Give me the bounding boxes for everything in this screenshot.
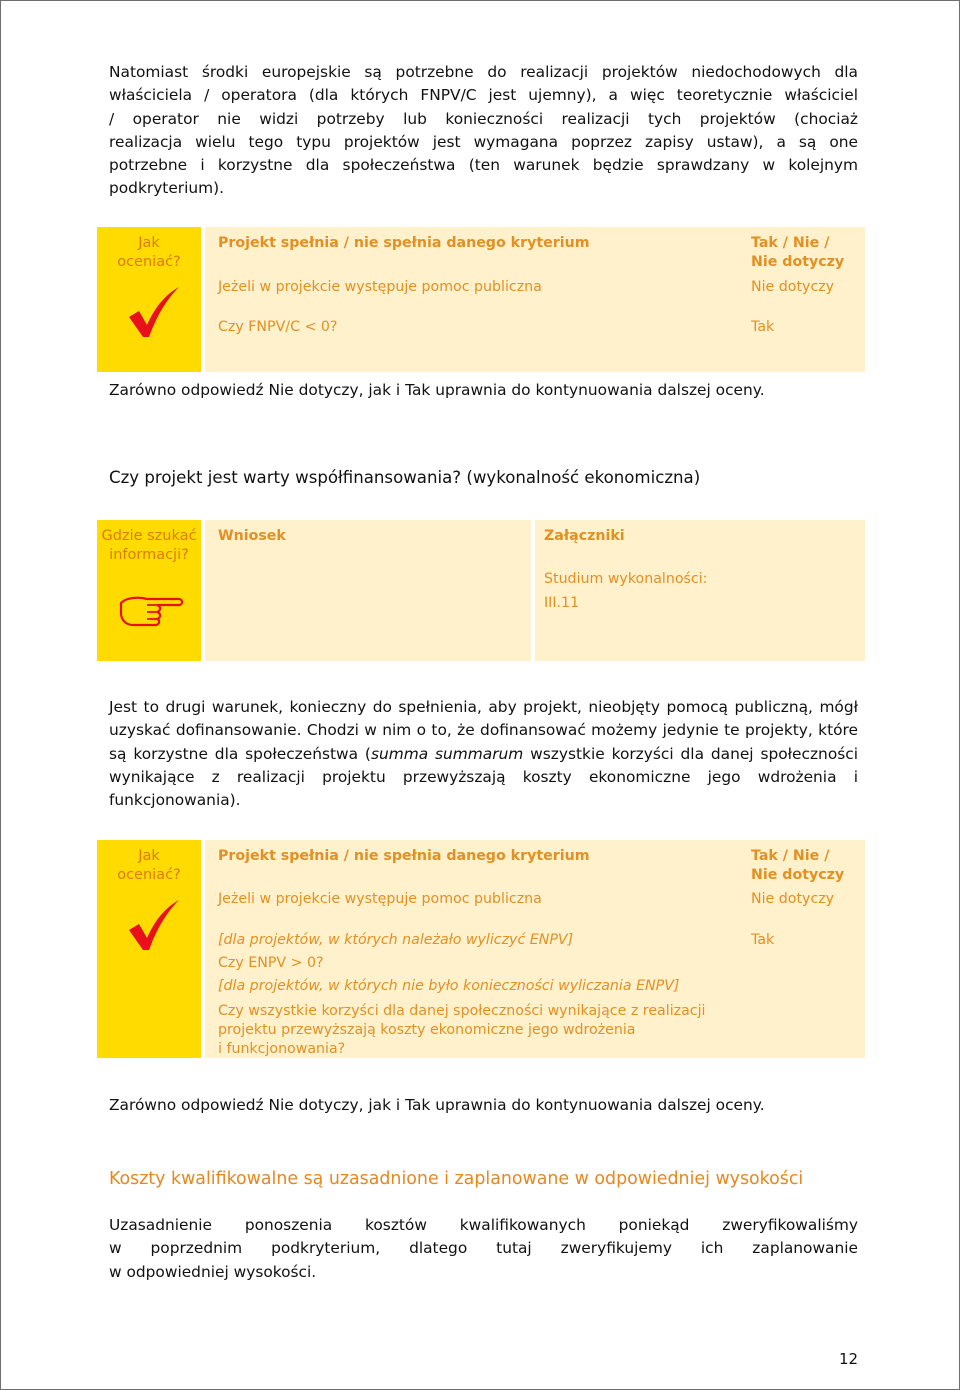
checkmark-icon <box>125 285 181 341</box>
intro-line: właściciela / operatora (dla których FNPV/C jest ujemny), a więc teoretycznie właściciel <box>109 86 858 105</box>
section-heading-costs: Koszty kwalifikowalne są uzasadnione i zaplanowane w odpowiedniej wysokości <box>109 1169 804 1189</box>
note-text: Zarówno odpowiedź <box>109 381 269 399</box>
note-option: Nie dotyczy <box>268 1096 359 1114</box>
note-option: Nie dotyczy <box>268 381 359 399</box>
note-option: Tak <box>405 381 431 399</box>
intro-line: potrzebne i korzystne dla społeczeństwa (ten warunek będzie sprawdzany w kolejnym <box>109 156 858 175</box>
note-text: uprawnia do kontynuowania dalszej oceny. <box>430 381 765 399</box>
note-option: Tak <box>405 1096 431 1114</box>
paragraph-text: Jest to drugi warunek, konieczny do spełnienia, aby projekt, nieobjęty pomocą publiczną, mógł uzyskać dofinansowanie. Chodzi w nim o to, że dofinansować możemy jedynie te projekty, które są korzystne dla społeczeństwa ( <box>109 698 858 763</box>
section-heading-economic: Czy projekt jest warty współfinansowania? (wykonalność ekonomiczna) <box>109 468 701 487</box>
answer-enpv: Tak <box>751 932 775 948</box>
assessment-box-1 <box>97 227 865 372</box>
box-side-panel <box>97 840 201 1058</box>
feasibility-study-label: Studium wykonalności: <box>544 571 708 587</box>
how-to-assess-label: Jak oceniać? <box>117 235 181 270</box>
note-text: uprawnia do kontynuowania dalszej oceny. <box>430 1096 765 1114</box>
continuation-note-2 <box>109 1094 858 1117</box>
question-enpv: Czy ENPV > 0? <box>218 955 324 971</box>
paragraph-italic: summa summarum <box>370 744 524 763</box>
intro-line: Natomiast środki europejskie są potrzebne do realizacji projektów niedochodowych dla <box>109 63 858 81</box>
where-to-find-label-2: informacji? <box>109 547 189 563</box>
question-benefits-line: Czy wszystkie korzyści dla danej społeczności wynikające z realizacji <box>218 1003 706 1019</box>
answer-header-line1: Tak / Nie / <box>751 235 830 251</box>
box-content <box>205 840 865 1058</box>
enpv-required-note: [dla projektów, w których należało wyliczyć ENPV] <box>218 932 574 948</box>
enpv-not-required-note: [dla projektów, w których nie było konieczności wyliczania ENPV] <box>218 978 680 994</box>
page-number: 12 <box>839 1350 859 1368</box>
box-side-panel <box>97 520 201 661</box>
costs-line: w odpowiedniej wysokości. <box>109 1262 317 1281</box>
question-public-aid: Jeżeli w projekcie występuje pomoc publiczna <box>218 279 542 295</box>
answer-header-line2: Nie dotyczy <box>751 254 845 270</box>
question-benefits <box>218 1002 705 1059</box>
criterion-header: Projekt spełnia / nie spełnia danego kryterium <box>218 235 590 251</box>
answer-public-aid: Nie dotyczy <box>751 891 835 907</box>
note-text: Zarówno odpowiedź <box>109 1096 269 1114</box>
answer-fnpv: Tak <box>751 319 775 335</box>
box-side-panel <box>97 227 201 372</box>
economic-explanation-paragraph <box>109 696 858 812</box>
answer-header-line2: Nie dotyczy <box>751 867 845 883</box>
attachments-title: Załączniki <box>544 528 625 544</box>
assessment-box-2 <box>97 840 865 1058</box>
intro-line: podkryterium). <box>109 179 225 198</box>
continuation-note-1 <box>109 379 858 402</box>
costs-line: Uzasadnienie ponoszenia kosztów kwalifikowanych poniekąd zweryfikowaliśmy <box>109 1216 858 1234</box>
note-text: , jak i <box>358 1096 406 1114</box>
criterion-header: Projekt spełnia / nie spełnia danego kryterium <box>218 848 590 864</box>
question-fnpv: Czy FNPV/C < 0? <box>218 319 338 335</box>
answer-public-aid: Nie dotyczy <box>751 279 835 295</box>
answer-header-line1: Tak / Nie / <box>751 848 830 864</box>
info-source-box <box>97 520 865 661</box>
where-to-find-label-1: Gdzie szukać <box>101 528 197 544</box>
note-text: , jak i <box>358 381 406 399</box>
application-title: Wniosek <box>218 528 286 544</box>
question-benefits-line: projektu przewyższają koszty ekonomiczne jego wdrożenia <box>218 1022 636 1038</box>
intro-line: / operator nie widzi potrzeby lub konieczności realizacji tych projektów (chociaż <box>109 109 858 128</box>
question-benefits-line: i funkcjonowania? <box>218 1041 346 1057</box>
how-to-assess-label: Jak oceniać? <box>117 848 181 883</box>
application-column <box>205 520 531 661</box>
costs-line: w poprzednim podkryterium, dlatego tutaj zweryfikujemy ich zaplanowanie <box>109 1239 858 1258</box>
feasibility-study-section: III.11 <box>544 595 580 611</box>
intro-paragraph <box>109 61 858 201</box>
question-public-aid: Jeżeli w projekcie występuje pomoc publiczna <box>218 891 542 907</box>
intro-line: realizacja wielu tego typu projektów jest wymagana poprzez zapisy ustaw), a są one <box>109 132 858 151</box>
attachments-column <box>535 520 865 661</box>
checkmark-icon <box>125 898 181 954</box>
costs-paragraph <box>109 1214 858 1284</box>
pointing-hand-icon <box>117 593 185 629</box>
box-content <box>205 227 865 372</box>
paragraph-text: wszystkie korzyści dla danej społeczności wynikające z realizacji projektu przewyższają koszty ekonomiczne jego wdrożenia i funkcjonowania). <box>109 744 858 810</box>
